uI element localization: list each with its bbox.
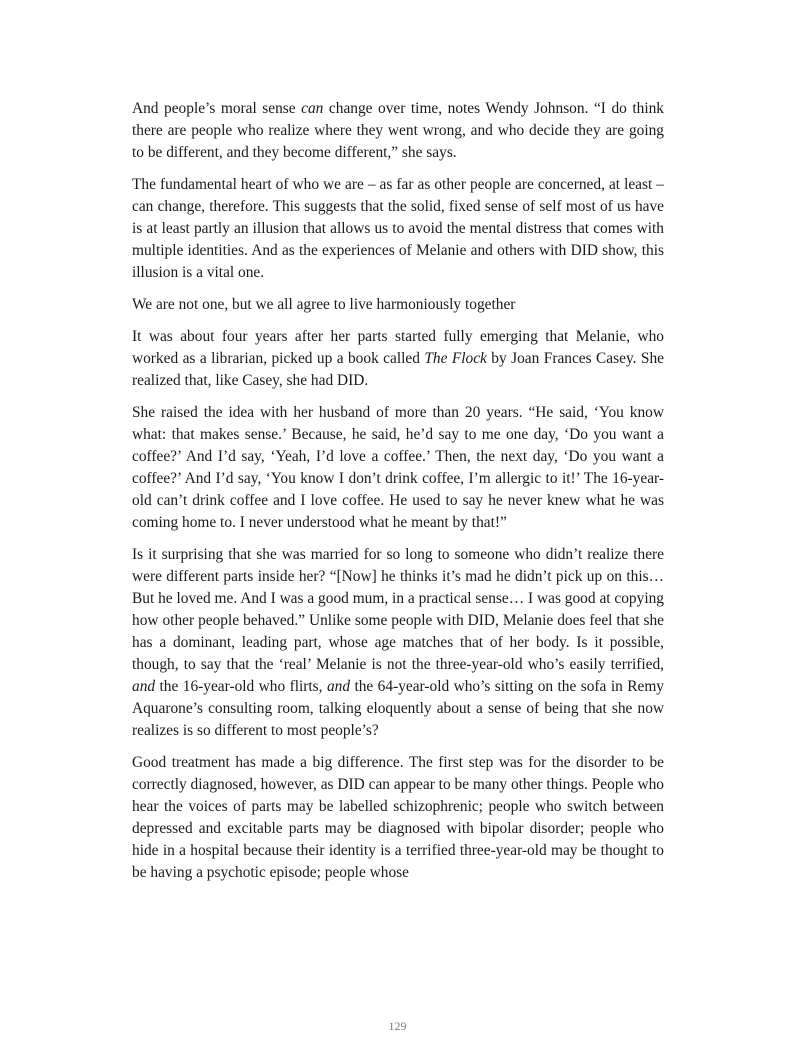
paragraph-four-years bbox=[132, 326, 664, 392]
text-run: by Joan Frances Casey. She realized that, like Casey, she had DID. bbox=[132, 350, 665, 389]
paragraph-moral-sense bbox=[132, 98, 664, 164]
text-run: the 64-year-old who’s sitting on the sofa in Remy Aquarone’s consulting room, talking eloquently about a sense of being that she now realizes is so different to most people’s? bbox=[132, 678, 664, 739]
text-run: change over time, notes Wendy Johnson. “I do think there are people who realize where they went wrong, and who decide they are going to be different, and they become different,” she says. bbox=[132, 100, 664, 161]
paragraph-good-treatment: Good treatment has made a big difference. The first step was for the disorder to be correctly diagnosed, however, as DID can appear to be many other things. People who hear the voices of parts may be labelled schizophrenic; people who switch between depressed and excitable parts may be diagnosed with bipolar disorder; people who hide in a hospital because their identity is a terrified three-year-old may be thought to be having a psychotic episode; people whose bbox=[132, 754, 664, 881]
text-run: Is it surprising that she was married for so long to someone who didn’t realize there were different parts inside her? “[Now] he thinks it’s mad he didn’t pick up on this… But he loved me. And I was a good mum, in a practical sense… I was good at copying how other people behaved.” Unlike some people with DID, Melanie does feel that she has a dominant, leading part, whose age matches that of her body. Is it possible, though, to say that the ‘real’ Melanie is not the three-year-old who’s easily terrified, bbox=[132, 546, 664, 673]
emphasis-text: and bbox=[326, 678, 351, 695]
text-run: It was about four years after her parts started fully emerging that Melanie, who worked as a librarian, picked up a book called bbox=[132, 328, 664, 367]
paragraph-surprising bbox=[132, 544, 664, 742]
body-text bbox=[132, 98, 664, 894]
section-heading: We are not one, but we all agree to live harmoniously together bbox=[132, 296, 516, 313]
emphasis-text: and bbox=[132, 678, 156, 695]
text-run: And people’s moral sense bbox=[132, 100, 302, 117]
text-run: the 16-year-old who flirts, bbox=[155, 678, 327, 695]
paragraph-husband: She raised the idea with her husband of more than 20 years. “He said, ‘You know what: that makes sense.’ Because, he said, he’d say to me one day, ‘Do you want a coffee?’ And I’d say, ‘Yeah, I’d love a coffee.’ Then, the next day, ‘Do you want a coffee?’ And I’d say, ‘You know I don’t drink coffee, I’m allergic to it!’ The 16-year-old can’t drink coffee and I love coffee. He used to say he never knew what he was coming home to. I never understood what he meant by that!” bbox=[132, 404, 664, 531]
paragraph-fundamental-heart: The fundamental heart of who we are – as far as other people are concerned, at least – can change, therefore. This suggests that the solid, fixed sense of self most of us have is at least partly an illusion that allows us to avoid the mental distress that comes with multiple identities. And as the experiences of Melanie and others with DID show, this illusion is a vital one. bbox=[132, 176, 664, 281]
emphasis-text: can bbox=[301, 100, 324, 117]
book-title: The Flock bbox=[424, 350, 487, 367]
page-number: 129 bbox=[388, 1019, 407, 1033]
